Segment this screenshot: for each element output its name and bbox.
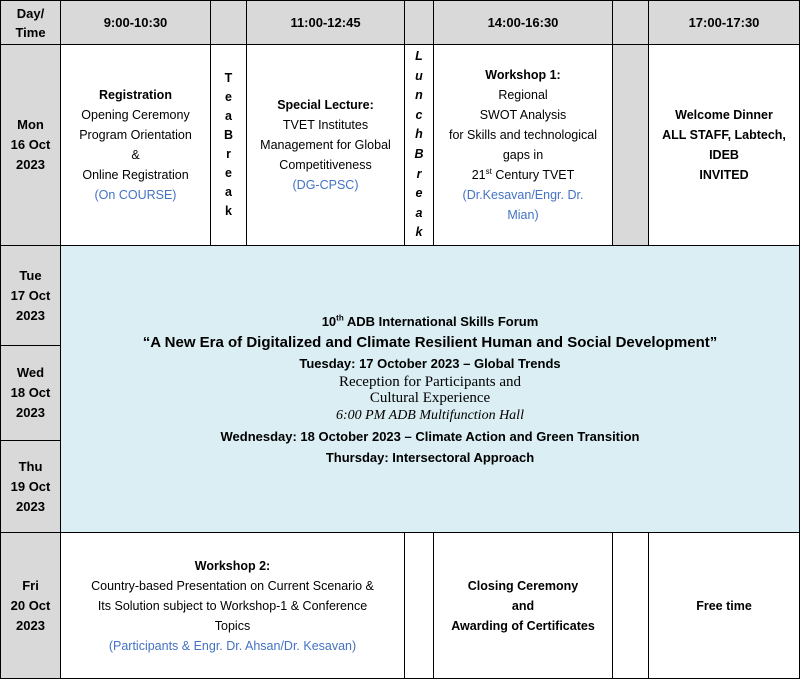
tea-break: T e a B r e a k <box>211 45 247 246</box>
forum-reception-time: 6:00 PM ADB Multifunction Hall <box>336 407 524 423</box>
header-slot-midday: 11:00-12:45 <box>247 1 405 45</box>
welcome-dinner-session: Welcome Dinner ALL STAFF, Labtech, IDEB INVITED <box>649 45 800 246</box>
free-time-session: Free time <box>649 533 800 679</box>
workshop-2-session: Workshop 2: Country-based Presentation on Current Scenario & Its Solution subject to Workshop-1 & Conference Topics (Participants & Engr. Dr. Ahsan/Dr. Kesavan) <box>61 533 405 679</box>
friday-afternoon-gap <box>613 533 649 679</box>
day-tuesday: Tue 17 Oct 2023 <box>1 246 61 346</box>
tuesday-row <box>1 246 800 346</box>
forum-theme: “A New Era of Digitalized and Climate Resilient Human and Social Development” <box>142 333 718 351</box>
day-thursday: Thu 19 Oct 2023 <box>1 441 61 533</box>
forum-wednesday: Wednesday: 18 October 2023 – Climate Action and Green Transition <box>220 428 640 444</box>
registration-title: Registration <box>99 88 172 102</box>
registration-session: Registration Opening Ceremony Program Orientation & Online Registration (On COURSE) <box>61 45 211 246</box>
day-wednesday: Wed 18 Oct 2023 <box>1 346 61 441</box>
workshop-1-title: Workshop 1: <box>485 68 561 82</box>
header-slot-evening: 17:00-17:30 <box>649 1 800 45</box>
special-lecture-session: Special Lecture: TVET Institutes Management for Global Competitiveness (DG-CPSC) <box>247 45 405 246</box>
monday-row <box>1 45 800 246</box>
header-gap-afternoon <box>613 1 649 45</box>
header-row <box>1 1 800 45</box>
day-friday: Fri 20 Oct 2023 <box>1 533 61 679</box>
lecture-title: Special Lecture: <box>277 98 374 112</box>
forum-thursday: Thursday: Intersectoral Approach <box>325 449 535 465</box>
forum-reception-line-2: Cultural Experience <box>369 389 491 406</box>
lecture-note: (DG-CPSC) <box>292 178 359 192</box>
day-monday: Mon 16 Oct 2023 <box>1 45 61 246</box>
workshop-2-title: Workshop 2: <box>194 558 271 573</box>
forum-title: 10th ADB International Skills Forum <box>321 313 539 329</box>
skills-forum-block <box>61 246 800 533</box>
workshop-1-century-line: 21st Century TVET <box>471 166 575 182</box>
closing-ceremony-session: Closing Ceremony and Awarding of Certificates <box>434 533 613 679</box>
forum-tuesday: Tuesday: 17 October 2023 – Global Trends <box>299 355 561 371</box>
header-gap-tea <box>211 1 247 45</box>
lunch-break: L u n c h B r e a k <box>405 45 434 246</box>
header-day-time: Day/ Time <box>1 1 61 45</box>
forum-reception-line-1: Reception for Participants and <box>338 373 522 390</box>
friday-row <box>1 533 800 679</box>
workshop-1-session: Workshop 1: Regional SWOT Analysis for Skills and technological gaps in 21st Century TVET (Dr.Kesavan/Engr. Dr. Mian) <box>434 45 613 246</box>
friday-lunch-gap <box>405 533 434 679</box>
header-slot-afternoon: 14:00-16:30 <box>434 1 613 45</box>
registration-note: (On COURSE) <box>94 188 177 202</box>
header-gap-lunch <box>405 1 434 45</box>
header-slot-morning: 9:00-10:30 <box>61 1 211 45</box>
workshop-2-note: (Participants & Engr. Dr. Ahsan/Dr. Kesavan) <box>108 638 357 653</box>
monday-afternoon-gap <box>613 45 649 246</box>
